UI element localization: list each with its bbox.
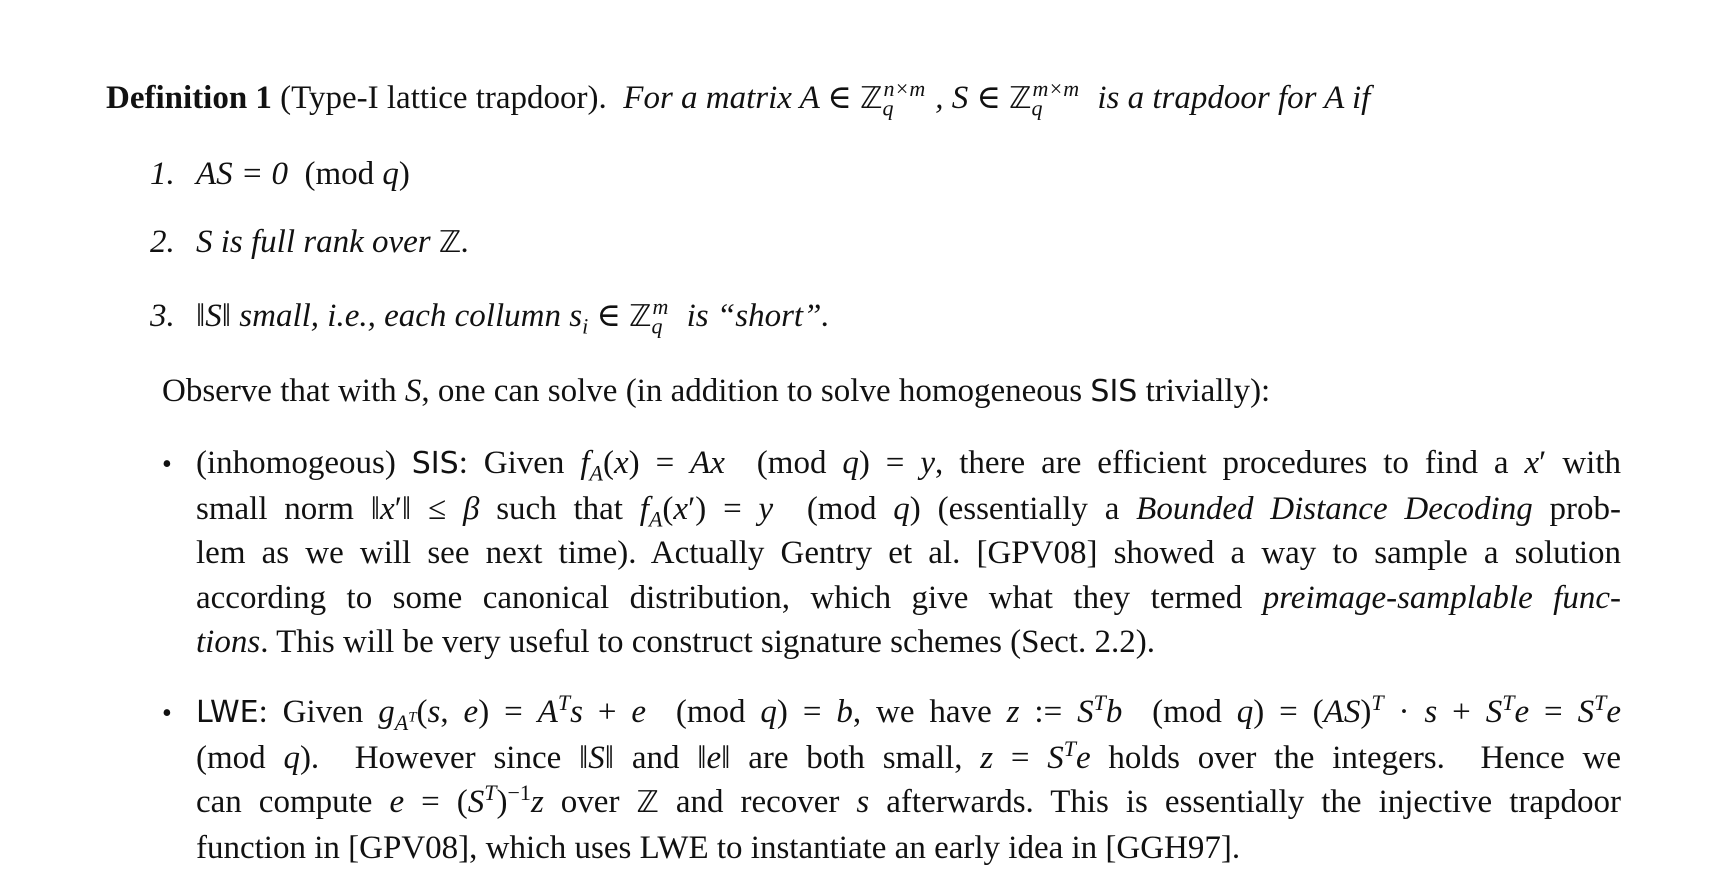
bullet-2-paragraph bbox=[196, 690, 1621, 870]
condition-3-text: ‖S‖ small, i.e., each collumn $s_i$ ∈ ℤ$_q^m$ is “short”. bbox=[196, 294, 830, 339]
bullet-2-line-4: function in [GPV08], which uses LWE to instantiate an early idea in [GGH97]. bbox=[196, 829, 1241, 866]
bullet-2-line-2: (mod q). However since ‖S‖ and ‖e‖ are both small, $z = S^Te$ holds over the integers. Hence we bbox=[196, 735, 1621, 776]
bullet-2-line-1: LWE: Given $g_{A^T}(s$, $e) = A^Ts + e$ (mod q) = b, we have z := $S^Tb$ (mod $q) = (AS)^T \cdot s + S^Te = S^Te$ bbox=[196, 690, 1621, 735]
bullet-1-marker: • bbox=[162, 449, 172, 480]
bullet-1-line-1: (inhomogeous) SIS: Given $f_A(x) = Ax$ (mod q) = y, there are efficient procedures to find a x′ with bbox=[196, 445, 1621, 486]
definition-label: Definition 1 bbox=[106, 80, 272, 116]
observe-paragraph: Observe that with S, one can solve (in addition to solve homogeneous SIS trivially): bbox=[162, 373, 1271, 409]
bullet-1-line-3: lem as we will see next time). Actually Gentry et al. [GPV08] showed a way to sample a solution bbox=[196, 535, 1621, 571]
condition-1-number: 1. bbox=[150, 156, 175, 192]
condition-1-text: AS = 0 (mod q) bbox=[196, 156, 410, 192]
bullet-2-line-3: can compute $e = (S^T)^{-1}z$ over ℤ and recover s afterwards. This is essentially the injective trapdoor bbox=[196, 780, 1621, 820]
bullet-1-line-2: small norm ‖x′‖ ≤ β such that $f_A(x') = y$ (mod q) (essentially a Bounded Distance Decoding prob- bbox=[196, 490, 1621, 532]
bullet-1-line-5: tions. This will be very useful to construct signature schemes (Sect. 2.2). bbox=[196, 624, 1155, 660]
condition-2-text: S is full rank over ℤ. bbox=[196, 224, 470, 260]
definition-text: For a matrix A ∈ ℤ$_q^{n\times m}$ , S ∈ ℤ$_q^{m\times m}$ is a trapdoor for A if bbox=[615, 76, 1371, 121]
bullet-2-marker: • bbox=[162, 698, 172, 729]
condition-2-number: 2. bbox=[150, 224, 175, 260]
bullet-1-paragraph bbox=[196, 441, 1621, 665]
bullet-1-line-4: according to some canonical distribution, which give what they termed preimage-samplable func- bbox=[196, 579, 1621, 616]
definition-statement bbox=[106, 78, 1370, 119]
definition-title: (Type-I lattice trapdoor). bbox=[280, 80, 607, 116]
condition-3-number: 3. bbox=[150, 298, 175, 334]
